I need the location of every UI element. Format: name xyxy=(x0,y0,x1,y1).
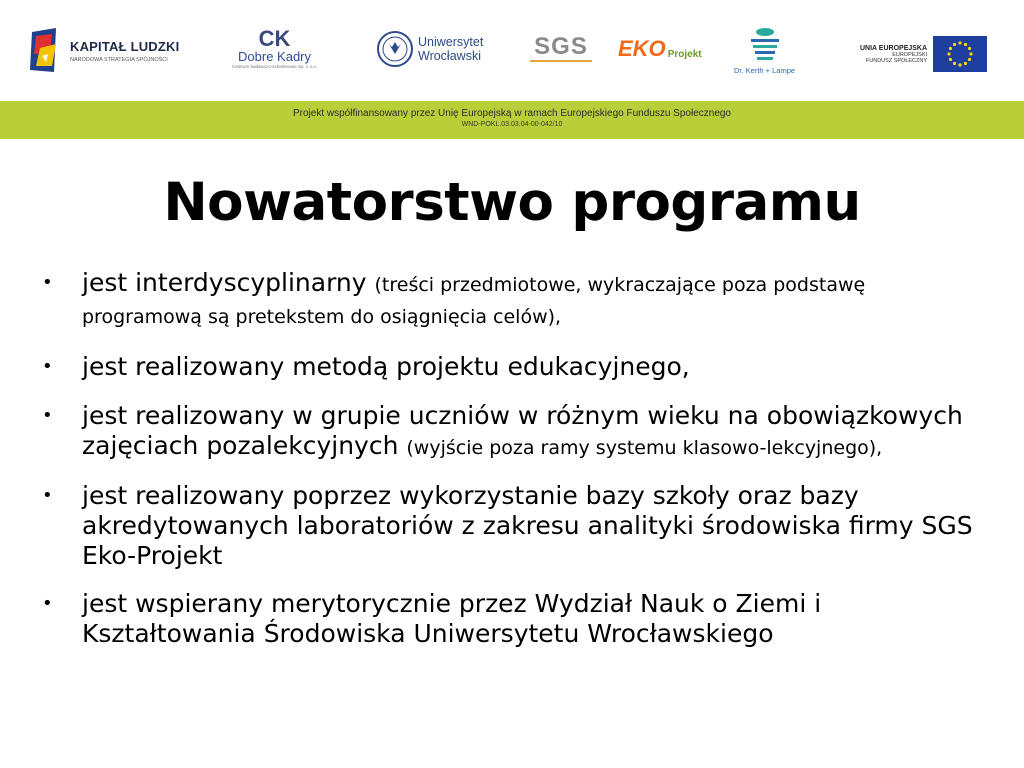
eko-name: EKO xyxy=(618,36,666,61)
dobre-kadry-logo xyxy=(232,28,317,69)
ue-line3: FUNDUSZ SPOŁECZNY xyxy=(865,57,928,64)
list-item xyxy=(38,401,988,463)
sgs-name: SGS xyxy=(534,33,588,60)
kerth-lampe-emblem-icon xyxy=(745,24,785,64)
bullet-icon: • xyxy=(42,485,53,506)
bullet-icon: • xyxy=(42,593,53,614)
ue-efs-logo xyxy=(860,36,987,72)
list-item xyxy=(38,350,988,383)
bullet-main-text: jest wspierany merytorycznie przez Wydział Nauk o Ziemi i Kształtowania Środowiska Uniwersytetu Wrocławskiego xyxy=(82,589,822,648)
bullet-main-text: jest realizowany metodą projektu edukacyjnego, xyxy=(82,352,690,381)
sgs-underline xyxy=(530,60,592,62)
bullet-icon: • xyxy=(42,405,53,426)
list-item xyxy=(38,268,988,332)
dobre-kadry-subtitle: Centrum badawczo-szkoleniowe Sp. z o.o. xyxy=(232,64,318,69)
bullet-main-text: jest interdyscyplinarny xyxy=(82,268,375,297)
cofinancing-banner xyxy=(0,101,1024,139)
eko-sub: Projekt xyxy=(667,48,702,60)
kapital-ludzki-emblem-icon xyxy=(26,26,62,76)
dobre-kadry-name: Dobre Kadry xyxy=(238,49,312,64)
eu-flag-icon xyxy=(933,36,987,72)
sgs-logo xyxy=(530,34,592,62)
kapital-ludzki-subtitle: NARODOWA STRATEGIA SPÓJNOŚCI xyxy=(70,57,168,63)
bullet-main-text: jest realizowany w grupie uczniów w różnym wieku na obowiązkowych zajęciach pozalekcyjnych xyxy=(82,401,963,460)
kapital-ludzki-title: KAPITAŁ LUDZKI xyxy=(70,39,180,54)
bullet-main-text: jest realizowany poprzez wykorzystanie bazy szkoły oraz bazy akredytowanych laboratoriów z zakresu analityki środowiska firmy SGS Eko-Projekt xyxy=(82,481,973,570)
bullet-note-text: (wyjście poza ramy systemu klasowo-lekcyjnego), xyxy=(406,437,883,459)
bullet-note-text: (treści przedmiotowe, wykraczające poza podstawę programową są pretekstem do osiągnięcia celów), xyxy=(82,274,866,328)
ue-line1: UNIA EUROPEJSKA xyxy=(860,44,928,52)
list-item xyxy=(38,589,988,649)
bullet-icon: • xyxy=(42,356,53,377)
uwr-seal-icon xyxy=(376,30,414,68)
kapital-ludzki-logo xyxy=(26,26,179,76)
banner-line2: WND-POKL.03.03.04-00-042/10 xyxy=(461,121,563,128)
dobre-kadry-mark: CK xyxy=(258,26,291,51)
slide-title: Nowatorstwo programu xyxy=(163,172,861,233)
ue-line2: EUROPEJSKI xyxy=(892,51,928,58)
kerth-lampe-name: Dr. Kerth + Lampe xyxy=(734,66,796,75)
list-item xyxy=(38,481,988,571)
eko-projekt-logo xyxy=(618,36,702,62)
bullet-icon: • xyxy=(42,272,53,293)
bullet-list xyxy=(38,268,988,667)
uwr-logo xyxy=(376,30,483,68)
uwr-line1: Uniwersytet xyxy=(418,35,484,49)
banner-line1: Projekt współfinansowany przez Unię Europejską w ramach Europejskiego Funduszu Społecznego xyxy=(292,108,731,119)
kerth-lampe-logo xyxy=(734,24,795,75)
uwr-line2: Wrocławski xyxy=(418,49,481,63)
